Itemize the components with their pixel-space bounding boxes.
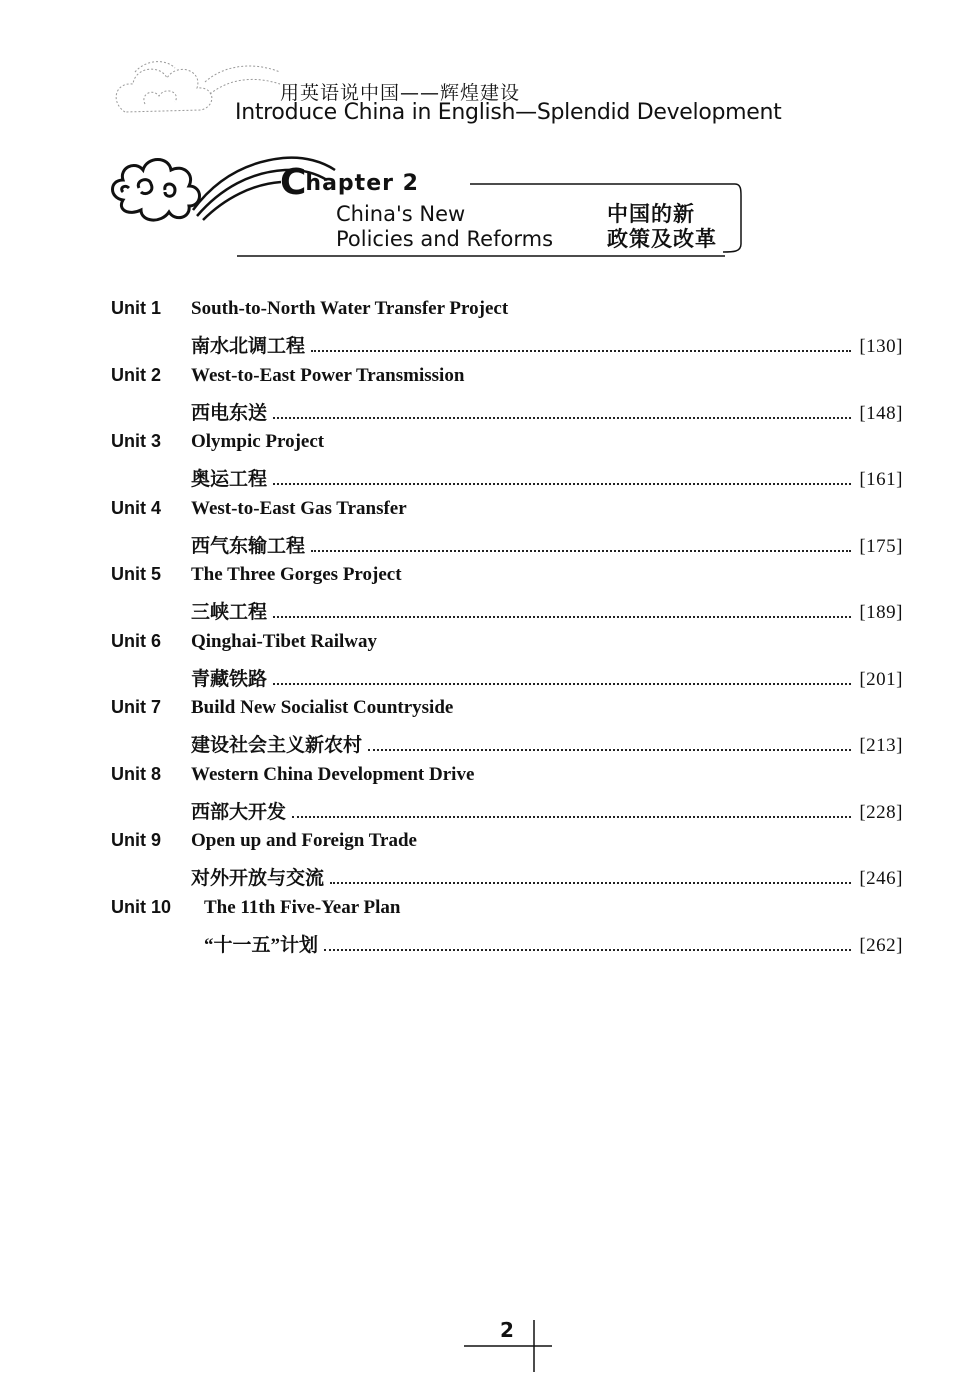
chapter-title-cn bbox=[607, 202, 717, 252]
unit-title-cn: 建设社会主义新农村 bbox=[191, 735, 363, 756]
dot-leader bbox=[311, 549, 851, 552]
unit-title-en: Qinghai-Tibet Railway bbox=[191, 630, 377, 652]
page-footer bbox=[460, 1316, 560, 1376]
toc-entry-unit-7[interactable] bbox=[111, 695, 903, 762]
dot-leader bbox=[330, 881, 851, 884]
toc-entry-unit-3[interactable] bbox=[111, 429, 903, 496]
unit-number: Unit 8 bbox=[111, 763, 162, 784]
toc-entry-unit-2[interactable] bbox=[111, 363, 903, 430]
unit-number: Unit 3 bbox=[111, 431, 162, 451]
unit-number: Unit 9 bbox=[111, 830, 162, 850]
dot-leader bbox=[273, 682, 851, 685]
unit-title-en: South-to-North Water Transfer Project bbox=[191, 298, 509, 319]
unit-title-en: Western China Development Drive bbox=[191, 763, 475, 785]
chapter-heading-block bbox=[105, 140, 745, 265]
chapter-title-en-line1: China's New bbox=[336, 202, 466, 226]
unit-number: Unit 7 bbox=[111, 697, 162, 717]
dot-leader bbox=[273, 482, 851, 485]
unit-title-cn: 西部大开发 bbox=[191, 801, 287, 823]
toc-entry-unit-9[interactable] bbox=[111, 828, 903, 895]
unit-number: Unit 6 bbox=[111, 630, 162, 651]
page-reference: [175] bbox=[859, 535, 903, 557]
unit-title-en: Open up and Foreign Trade bbox=[191, 830, 417, 851]
chapter-label bbox=[280, 162, 419, 203]
dot-leader bbox=[292, 815, 851, 818]
page-reference: [246] bbox=[859, 868, 903, 889]
page-reference: [130] bbox=[859, 336, 903, 357]
dot-leader bbox=[324, 948, 851, 951]
unit-number: Unit 5 bbox=[111, 564, 162, 584]
toc-entry-unit-5[interactable] bbox=[111, 562, 903, 629]
unit-number: Unit 1 bbox=[111, 298, 162, 318]
unit-title-cn: 三峡工程 bbox=[191, 602, 268, 623]
dot-leader bbox=[368, 748, 851, 751]
unit-title-cn: 奥运工程 bbox=[191, 469, 268, 490]
unit-title-en: Build New Socialist Countryside bbox=[191, 697, 454, 718]
page-reference: [228] bbox=[859, 801, 903, 823]
book-title-cn: 用英语说中国——辉煌建设 bbox=[280, 82, 521, 104]
toc-entry-unit-8[interactable] bbox=[111, 762, 903, 829]
unit-number: Unit 2 bbox=[111, 364, 162, 385]
toc-entry-unit-6[interactable] bbox=[111, 629, 903, 696]
unit-title-cn: “十一五”计划 bbox=[204, 934, 319, 956]
page-reference: [213] bbox=[859, 735, 903, 756]
unit-title-en: West-to-East Gas Transfer bbox=[191, 497, 407, 519]
unit-title-cn: 对外开放与交流 bbox=[191, 868, 325, 889]
unit-title-en: West-to-East Power Transmission bbox=[191, 364, 465, 386]
book-title-en: Introduce China in English—Splendid Development bbox=[235, 100, 782, 125]
page-reference: [161] bbox=[859, 469, 903, 490]
chapter-title-en-line2: Policies and Reforms bbox=[336, 227, 554, 251]
chapter-title-cn-line2: 政策及改革 bbox=[607, 227, 717, 251]
page-reference: [148] bbox=[859, 402, 903, 424]
unit-number: Unit 10 bbox=[111, 896, 172, 917]
unit-title-cn: 南水北调工程 bbox=[191, 336, 306, 357]
page-reference: [189] bbox=[859, 602, 903, 623]
toc-entry-unit-10[interactable] bbox=[111, 895, 903, 962]
chapter-label-rest: hapter 2 bbox=[305, 171, 419, 196]
unit-title-en: The Three Gorges Project bbox=[191, 564, 402, 585]
unit-title-en: Olympic Project bbox=[191, 431, 325, 452]
chapter-label-initial: C bbox=[280, 162, 308, 203]
page-number: 2 bbox=[500, 1318, 514, 1342]
unit-number: Unit 4 bbox=[111, 497, 162, 518]
dot-leader bbox=[273, 615, 851, 618]
toc-entry-unit-4[interactable] bbox=[111, 496, 903, 563]
unit-title-cn: 青藏铁路 bbox=[191, 668, 268, 690]
chapter-title-en bbox=[336, 202, 553, 252]
unit-title-en: The 11th Five-Year Plan bbox=[204, 896, 401, 918]
dot-leader bbox=[273, 416, 851, 419]
book-header bbox=[105, 42, 805, 132]
table-of-contents bbox=[111, 296, 903, 961]
unit-title-cn: 西电东送 bbox=[191, 402, 268, 424]
page-reference: [201] bbox=[859, 668, 903, 690]
unit-title-cn: 西气东输工程 bbox=[191, 535, 306, 557]
dot-leader bbox=[311, 349, 851, 352]
toc-entry-unit-1[interactable] bbox=[111, 296, 903, 363]
chapter-title-cn-line1: 中国的新 bbox=[607, 202, 695, 226]
page-reference: [262] bbox=[859, 934, 903, 956]
